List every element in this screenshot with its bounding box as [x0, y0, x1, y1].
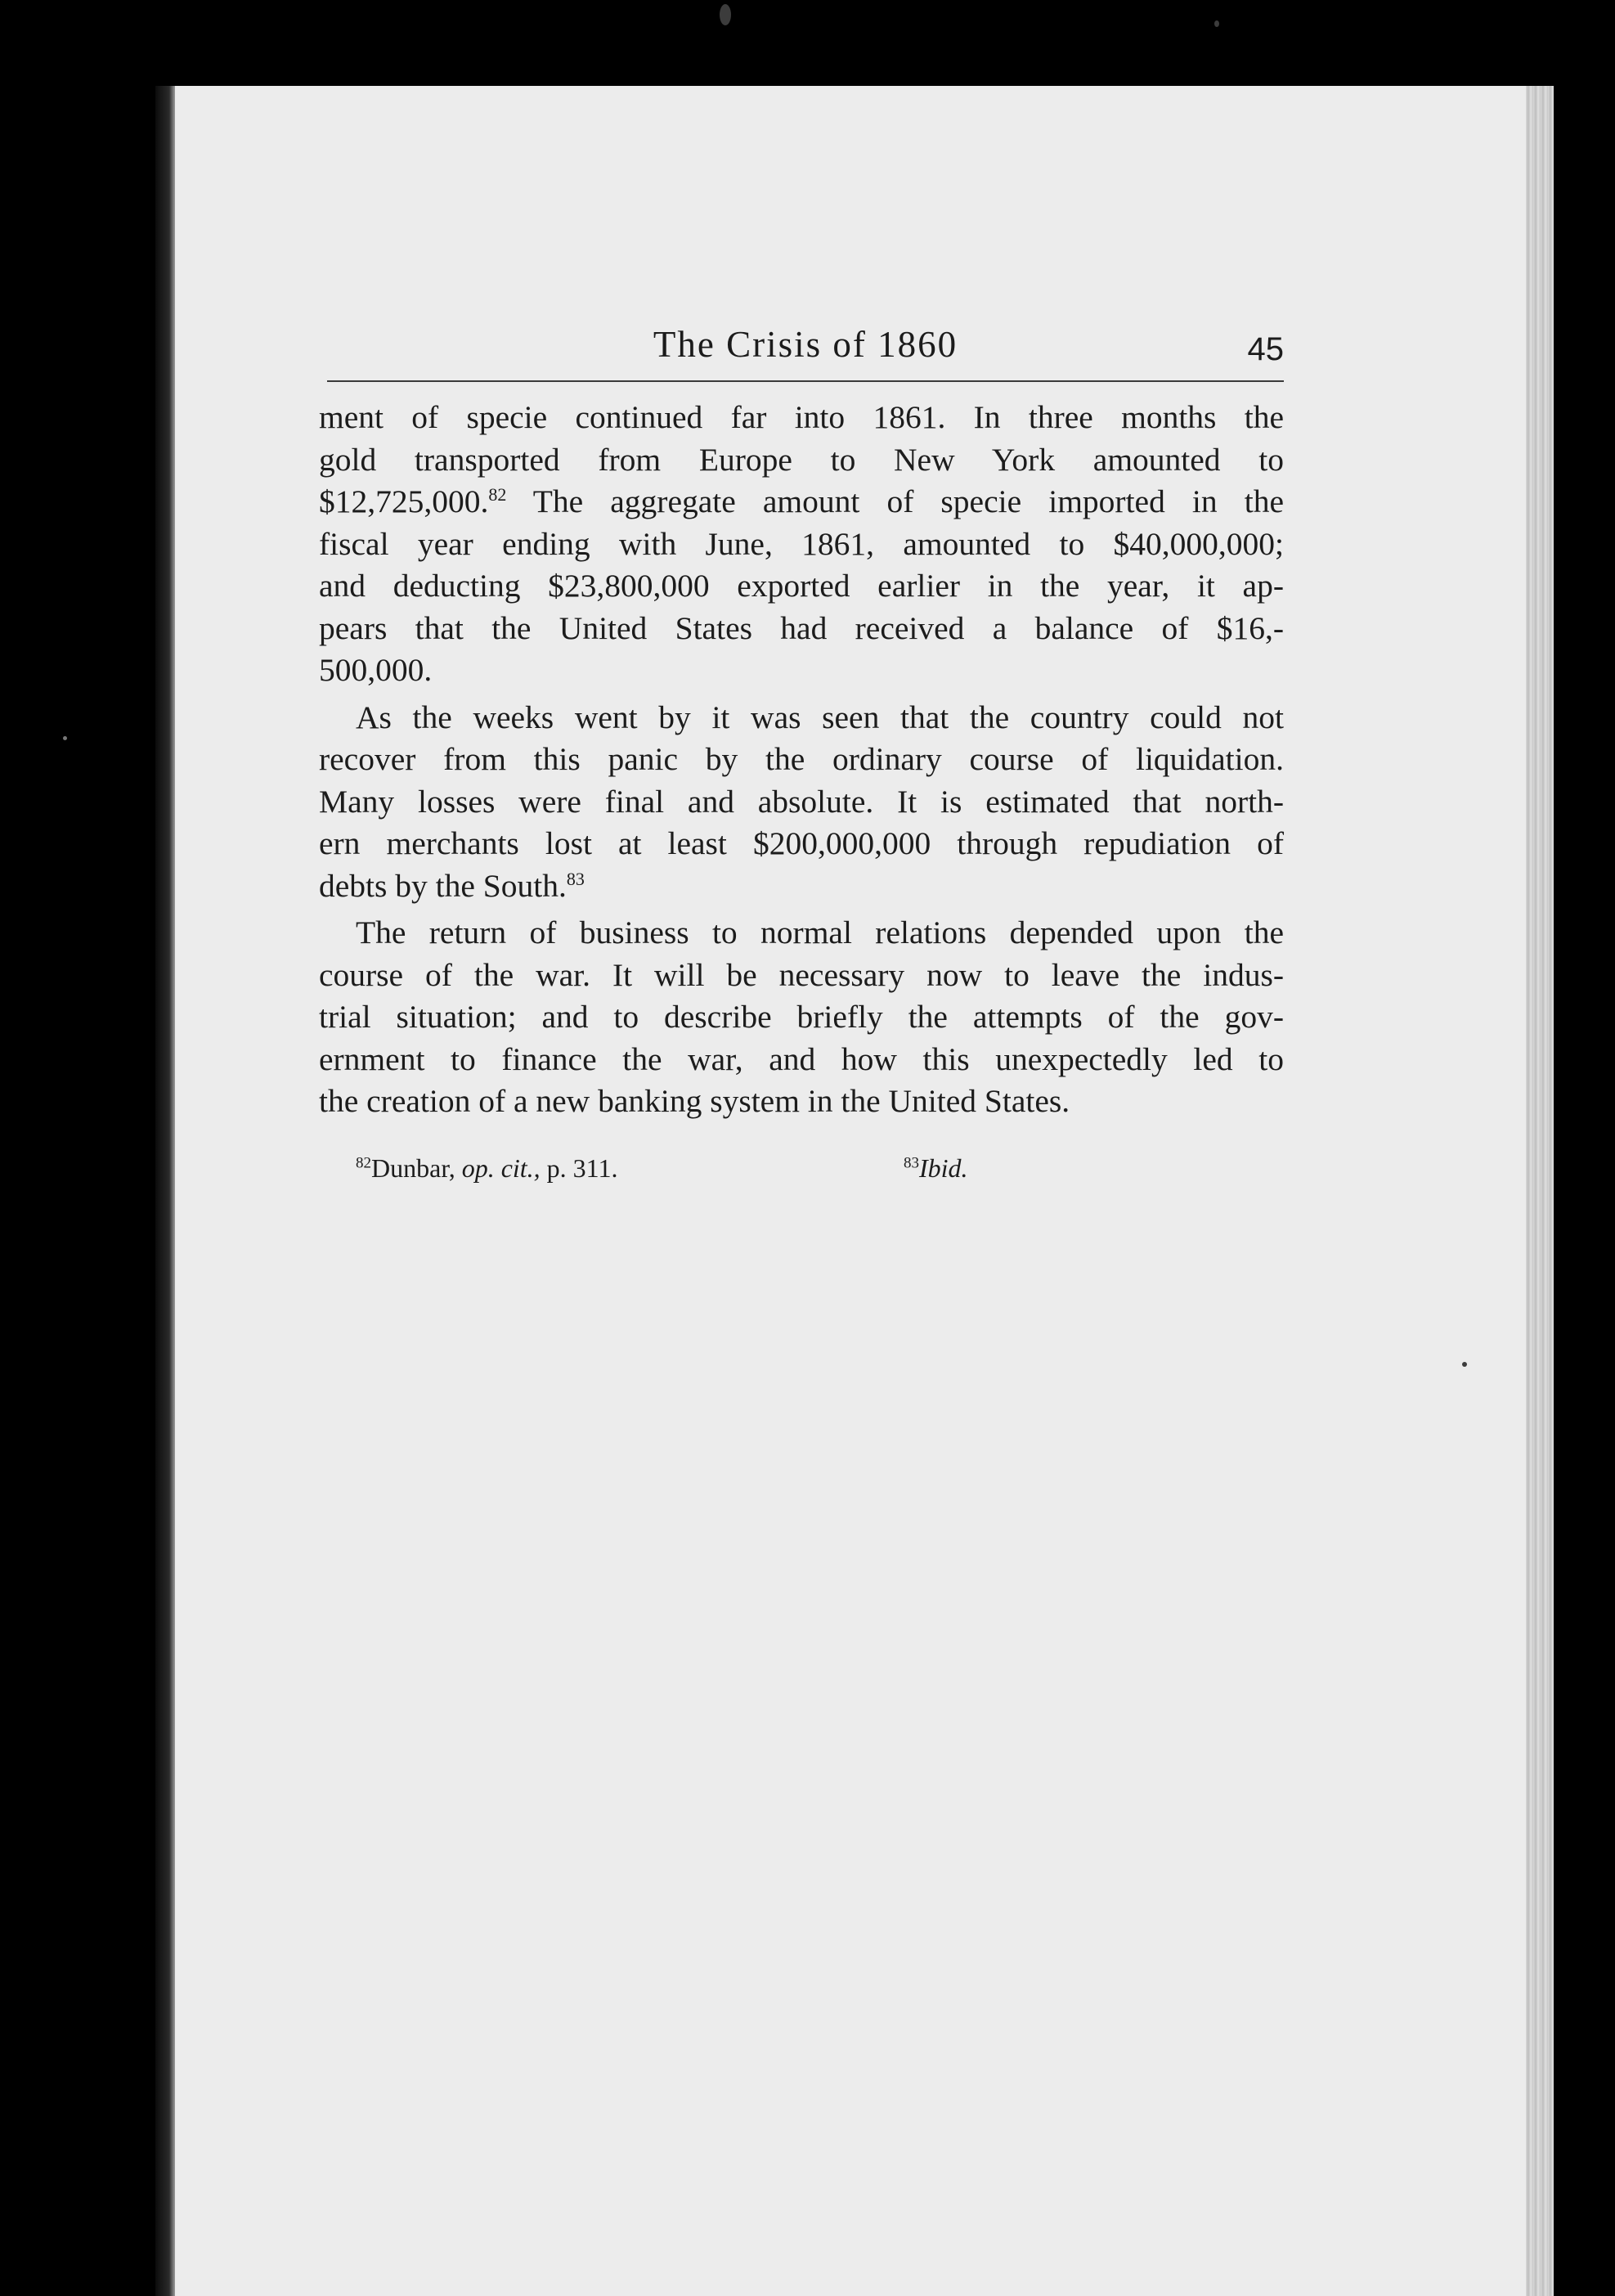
footnote-83	[904, 1153, 968, 1184]
text-line	[319, 865, 1284, 908]
text-fragment: debts by the South.	[319, 867, 567, 904]
text-line: course of the war. It will be necessary now to leave the indus-	[319, 956, 1284, 993]
text-line: ment of specie continued far into 1861. In three months the	[319, 399, 1284, 435]
footnote-mark: 82	[356, 1154, 371, 1172]
body-text	[319, 397, 1284, 1123]
paragraph	[319, 697, 1284, 908]
page-edge	[1526, 86, 1554, 2296]
paragraph	[319, 397, 1284, 692]
scan-speck	[1214, 20, 1219, 27]
page-number: 45	[1247, 331, 1284, 367]
footnote-reference: 83	[566, 868, 585, 889]
text-line: recover from this panic by the ordinary course of liquidation.	[319, 741, 1284, 777]
footnote-mark: 83	[904, 1154, 919, 1172]
running-title: The Crisis of 1860	[653, 324, 958, 365]
text-line: 500,000.	[319, 652, 433, 688]
footnote-citation: op. cit.,	[461, 1153, 541, 1183]
text-line: trial situation; and to describe briefly the attempts of the gov-	[319, 999, 1284, 1035]
text-line: ernment to finance the war, and how this unexpectedly led to	[319, 1040, 1284, 1077]
running-head	[327, 315, 1284, 372]
footnotes	[356, 1153, 1255, 1186]
text-line: As the weeks went by it was seen that the country could not	[356, 699, 1284, 735]
footnote-reference: 82	[488, 483, 507, 505]
scan-border	[1554, 74, 1615, 2296]
footnote-page: p. 311.	[546, 1153, 618, 1183]
text-line	[319, 481, 1284, 523]
text-fragment: $12,725,000.	[319, 483, 489, 519]
text-line: Many losses were final and absolute. It is estimated that north-	[319, 783, 1284, 820]
footnote-82	[356, 1153, 617, 1184]
text-line: ern merchants lost at least $200,000,000 through repudiation of	[319, 825, 1284, 861]
text-line: fiscal year ending with June, 1861, amounted to $40,000,000;	[319, 525, 1284, 562]
scan-speck	[63, 736, 67, 740]
text-line: gold transported from Europe to New York amounted to	[319, 441, 1284, 478]
footnote-author: Dunbar,	[371, 1153, 455, 1183]
text-line: the creation of a new banking system in the United States.	[319, 1083, 1070, 1119]
page-spine-shadow	[155, 86, 175, 2296]
header-rule	[327, 380, 1284, 382]
text-line: and deducting $23,800,000 exported earlier in the year, it ap-	[319, 568, 1284, 604]
paragraph	[319, 912, 1284, 1123]
text-fragment: The aggregate amount of specie imported in the	[532, 483, 1284, 519]
scan-speck	[720, 4, 731, 25]
text-line: The return of business to normal relations depended upon the	[356, 914, 1284, 950]
footnote-citation: Ibid.	[919, 1153, 968, 1183]
text-line: pears that the United States had received a balance of $16,-	[319, 609, 1284, 646]
scan-speck	[1462, 1362, 1467, 1367]
